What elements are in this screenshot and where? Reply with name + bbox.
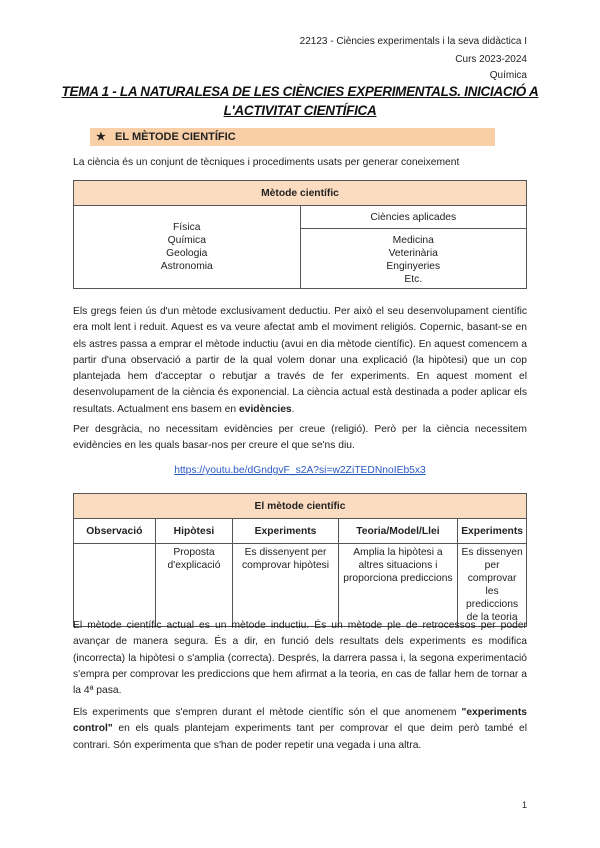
table2-header: El mètode científic <box>74 494 527 519</box>
page-number: 1 <box>521 800 527 810</box>
table-method-steps <box>73 493 527 627</box>
paragraph-text: Els gregs feien ús d'un mètode exclusivament deductiu. Per això el seu desenvolupament científic era molt lent i reduit. Aquest es va veure afectat amb el moviment religiós. Copernic, basant-se en els astres passa a emprar el mètode inductiu (avui en dia mètode científic). En aquest comencem a partir d'una observació a partir de la qual volem donar una explicació (la hipòtesi) que un cop plantejada hem d'acceptar o rebutjar a través de fer experiments. En aquest moment el desenvolupament de la ciència és exponencial. La ciència actual està destinada a poder aplicar els resultats. Actualment ens basem en <box>73 306 527 415</box>
column-header: Experiments <box>233 519 338 544</box>
list-item: Medicina <box>392 235 434 246</box>
column-header: Observació <box>74 519 156 544</box>
column-header: Hipòtesi <box>155 519 233 544</box>
video-link[interactable]: https://youtu.be/dGndgvF_s2A?si=w2ZiTEDNnoIEb5x3 <box>174 465 426 476</box>
list-item: Astronomia <box>160 261 213 272</box>
page-title: TEMA 1 - LA NATURALESA DE LES CIÈNCIES EXPERIMENTALS. INICIACIÓ A L'ACTIVITAT CIENTÍFICA <box>61 84 539 118</box>
column-header: Teoria/Model/Llei <box>338 519 458 544</box>
table-cell: Amplia la hipòtesi a altres situacions i proporciona prediccions <box>338 544 458 627</box>
paragraph-text: Els experiments que s'empren durant el mètode científic són el que anomenem <box>73 707 462 718</box>
paragraph-evidence: Per desgràcia, no necessitam evidències per creue (religió). Però per la ciència necessitem evidències en les quals basar-nos per creure el que se'ns diu. <box>73 424 527 452</box>
list-item: Física <box>173 222 201 233</box>
header-course: 22123 - Ciències experimentals i la seva didàctica I <box>299 36 527 47</box>
list-item: Geologia <box>166 248 208 259</box>
paragraph-control <box>73 705 527 754</box>
star-icon: ★ <box>96 131 106 143</box>
paragraph-end: en els quals plantejam experiments tant per comprovar el que deim però també el contrari. Són experimenta que s'han de poder repetir una vegada i una altra. <box>73 723 527 751</box>
table-cell: Es dissenyent per comprovar hipòtesi <box>233 544 338 627</box>
table-cell: Es dissenyen per comprovar les prediccions de la teoria <box>458 544 527 627</box>
column-header: Experiments <box>458 519 527 544</box>
list-item: Enginyeries <box>386 261 441 272</box>
header-subject: Química <box>489 70 527 81</box>
paragraph-end: . <box>291 403 295 415</box>
applied-sciences-cell <box>300 229 527 289</box>
section-heading <box>90 128 495 146</box>
table1-header: Mètode científic <box>74 181 527 206</box>
applied-sciences-header: Ciències aplicades <box>300 206 527 229</box>
intro-text: La ciència és un conjunt de tècniques i procediments usats per generar coneixement <box>73 157 460 168</box>
bold-evidences: evidències <box>238 403 292 415</box>
basic-sciences-cell <box>74 206 301 289</box>
table-cell <box>74 544 156 627</box>
header-year: Curs 2023-2024 <box>455 54 527 65</box>
list-item: Veterinària <box>388 248 438 259</box>
list-item: Etc. <box>404 274 423 285</box>
bold-control: "experiments control" <box>73 707 527 735</box>
table-cell: Proposta d'explicació <box>155 544 233 627</box>
section-label: EL MÈTODE CIENTÍFIC <box>115 131 236 143</box>
list-item: Química <box>167 235 206 246</box>
paragraph-history <box>73 304 527 418</box>
paragraph-inductive: El mètode científic actual es un mètode inductiu. És un mètode ple de retrocessos per poder avançar de manera segura. És a dir, en funció dels resultats dels experiments es modifica (incorrecta) la hipòtesi o s'amplia (correcta). Després, la darrera passa i, la segona experimentació s'empra per comprovar les prediccions que hem afirmat a la teoria, en cas de fallar hem de tornar a la 4ª pasa. <box>73 620 527 697</box>
table-scientific-method <box>73 180 527 289</box>
